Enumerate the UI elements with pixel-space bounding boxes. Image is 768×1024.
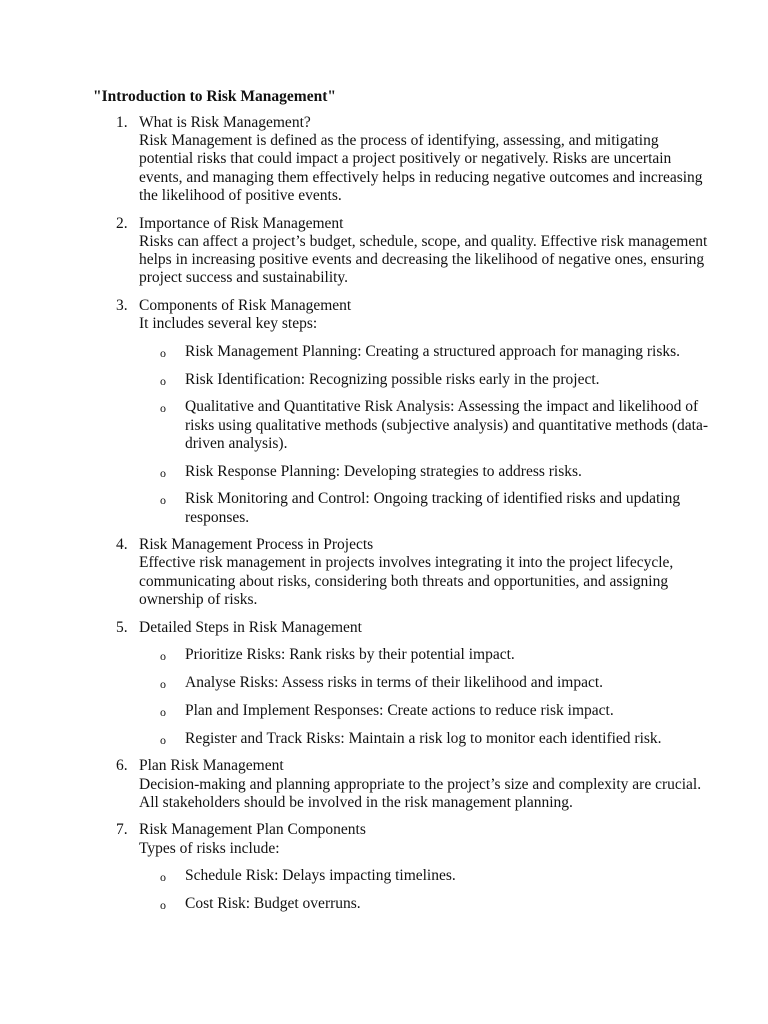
- section-item: [0, 215, 768, 288]
- bullet-circle-icon: o: [160, 401, 166, 416]
- bullet-text: Qualitative and Quantitative Risk Analysis: Assessing the impact and likelihood of risks using qualitative methods (subjective analysis) and quantitative methods (data-driven analysis).: [185, 398, 709, 452]
- bullet-text: Analyse Risks: Assess risks in terms of their likelihood and impact.: [185, 674, 604, 692]
- section-heading: Detailed Steps in Risk Management: [139, 618, 362, 636]
- section-item: [0, 619, 768, 748]
- section-body: It includes several key steps:: [139, 315, 318, 333]
- section-heading: Importance of Risk Management: [139, 214, 344, 232]
- section-list: [0, 114, 768, 923]
- section-number: 3.: [116, 296, 128, 314]
- bullet-circle-icon: o: [160, 465, 166, 480]
- bullet-item: [139, 371, 708, 389]
- bullet-circle-icon: o: [160, 898, 166, 913]
- section-heading: Components of Risk Management: [139, 296, 352, 314]
- bullet-item: [139, 867, 708, 885]
- bullet-text: Risk Response Planning: Developing strategies to address risks.: [185, 462, 582, 480]
- bullet-circle-icon: o: [160, 373, 166, 388]
- section-body: Risk Management is defined as the process of identifying, assessing, and mitigating potential risks that could impact a project positively or negatively. Risks are uncertain events, and managing them effectively helps in reducing negative outcomes and increasing the likelihood of positive events.: [139, 132, 703, 204]
- bullet-circle-icon: o: [160, 649, 166, 664]
- bullet-text: Risk Identification: Recognizing possible risks early in the project.: [185, 370, 600, 388]
- bullet-text: Prioritize Risks: Rank risks by their potential impact.: [185, 646, 515, 664]
- section-heading: What is Risk Management?: [139, 114, 311, 131]
- bullet-list: [139, 646, 708, 748]
- bullet-item: [139, 463, 708, 481]
- bullet-item: [139, 398, 708, 453]
- section-item: [0, 757, 768, 812]
- section-heading: Plan Risk Management: [139, 757, 284, 775]
- section-number: 4.: [116, 536, 128, 554]
- bullet-text: Cost Risk: Budget overruns.: [185, 895, 361, 913]
- bullet-item: [139, 702, 708, 720]
- bullet-item: [139, 895, 708, 913]
- section-body: Types of risks include:: [139, 839, 280, 857]
- section-item: [0, 297, 768, 527]
- section-number: 5.: [116, 618, 128, 636]
- bullet-circle-icon: o: [160, 345, 166, 360]
- section-body: Decision-making and planning appropriate to the project’s size and complexity are crucial. All stakeholders should be involved in the risk management planning.: [139, 775, 702, 811]
- section-heading: Risk Management Process in Projects: [139, 536, 374, 554]
- section-number: 2.: [116, 214, 128, 232]
- bullet-text: Plan and Implement Responses: Create actions to reduce risk impact.: [185, 701, 614, 719]
- section-number: 6.: [116, 757, 128, 775]
- bullet-text: Risk Management Planning: Creating a structured approach for managing risks.: [185, 342, 681, 360]
- bullet-item: [139, 674, 708, 692]
- bullet-item: [139, 646, 708, 664]
- section-item: [0, 536, 768, 609]
- document-title: "Introduction to Risk Management": [93, 88, 336, 105]
- bullet-item: [139, 343, 708, 361]
- bullet-item: [139, 490, 708, 526]
- bullet-list: [139, 343, 708, 527]
- bullet-text: Risk Monitoring and Control: Ongoing tracking of identified risks and updating responses.: [185, 490, 681, 526]
- bullet-list: [139, 867, 708, 913]
- section-item: [0, 114, 768, 205]
- section-item: [0, 821, 768, 913]
- bullet-text: Schedule Risk: Delays impacting timelines.: [185, 867, 456, 885]
- section-number: 7.: [116, 821, 128, 839]
- bullet-circle-icon: o: [160, 732, 166, 747]
- bullet-circle-icon: o: [160, 870, 166, 885]
- bullet-circle-icon: o: [160, 493, 166, 508]
- section-number: 1.: [116, 114, 128, 131]
- section-body: Risks can affect a project’s budget, schedule, scope, and quality. Effective risk management helps in increasing positive events and decreasing the likelihood of negative ones, ensuring project success and sustainability.: [139, 232, 708, 287]
- section-heading: Risk Management Plan Components: [139, 821, 366, 839]
- bullet-text: Register and Track Risks: Maintain a risk log to monitor each identified risk.: [185, 729, 662, 747]
- bullet-item: [139, 730, 708, 748]
- bullet-circle-icon: o: [160, 677, 166, 692]
- section-body: Effective risk management in projects involves integrating it into the project lifecycle, communicating about risks, considering both threats and opportunities, and assigning ownership of risks.: [139, 554, 674, 608]
- bullet-circle-icon: o: [160, 704, 166, 719]
